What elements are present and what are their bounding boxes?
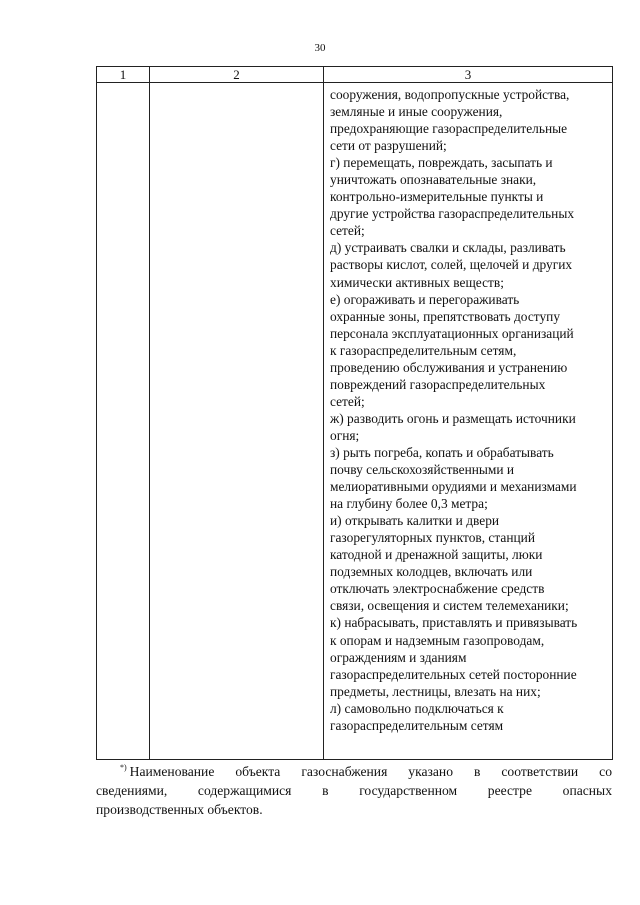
- column-1-header: 1: [97, 67, 150, 83]
- text-line: л) самовольно подключаться к: [330, 700, 504, 716]
- table-row: [97, 83, 613, 760]
- footnote: [96, 758, 612, 819]
- text-line: химически активных веществ;: [330, 274, 504, 290]
- text-line: подземных колодцев, включать или: [330, 564, 533, 580]
- text-line: охранные зоны, препятствовать доступу: [330, 308, 561, 324]
- text-line: катодной и дренажной защиты, люки: [330, 547, 543, 563]
- text-line: уничтожать опознавательные знаки,: [330, 172, 537, 188]
- text-line: сетей;: [330, 393, 365, 409]
- text-line: сетей;: [330, 223, 365, 239]
- text-line: и) открывать калитки и двери: [330, 513, 500, 529]
- footnote-line: [96, 758, 612, 781]
- text-line: огня;: [330, 427, 360, 443]
- text-line: газораспределительных сетей посторонние: [330, 666, 577, 682]
- text-line: другие устройства газораспределительных: [330, 206, 575, 222]
- text-line: газорегуляторных пунктов, станций: [330, 530, 536, 546]
- text-line: з) рыть погреба, копать и обрабатывать: [330, 444, 554, 460]
- footnote-marker: *): [120, 763, 127, 772]
- page-number: 30: [314, 42, 326, 54]
- text-line: к газораспределительным сетям,: [330, 342, 517, 358]
- text-line: мелиоративными орудиями и механизмами: [330, 479, 577, 495]
- document-table: [96, 66, 613, 760]
- footnote-text: Наименование объекта газоснабжения указано в соответствии со: [129, 764, 612, 779]
- text-line: ограждениям и зданиям: [330, 649, 467, 665]
- text-line: связи, освещения и систем телемеханики;: [330, 598, 569, 614]
- text-line: г) перемещать, повреждать, засыпать и: [330, 155, 553, 171]
- text-line: почву сельскохозяйственными и: [330, 462, 515, 478]
- text-line: к) набрасывать, приставлять и привязывать: [330, 615, 578, 631]
- text-line: на глубину более 0,3 метра;: [330, 496, 488, 512]
- text-line: газораспределительным сетям: [330, 717, 504, 733]
- text-line: ж) разводить огонь и размещать источники: [330, 410, 576, 426]
- text-line: д) устраивать свалки и склады, разливать: [330, 240, 566, 256]
- text-line: персонала эксплуатационных организаций: [330, 325, 574, 341]
- footnote-line: производственных объектов.: [96, 802, 263, 817]
- column-1-cell: [97, 83, 150, 760]
- text-line: сети от разрушений;: [330, 138, 447, 154]
- text-line: к опорам и надземным газопроводам,: [330, 632, 545, 648]
- column-2-header: 2: [150, 67, 324, 83]
- column-3-cell: [324, 83, 613, 760]
- text-line: земляные и иные сооружения,: [330, 104, 503, 120]
- text-line: предметы, лестницы, влезать на них;: [330, 683, 541, 699]
- text-line: сооружения, водопропускные устройства,: [330, 87, 570, 102]
- text-line: растворы кислот, солей, щелочей и других: [330, 257, 573, 273]
- text-line: повреждений газораспределительных: [330, 376, 546, 392]
- column-2-cell: [150, 83, 324, 760]
- table-header-row: [97, 67, 613, 83]
- text-line: е) огораживать и перегораживать: [330, 291, 520, 307]
- text-line: контрольно-измерительные пункты и: [330, 189, 544, 205]
- text-line: предохраняющие газораспределительные: [330, 121, 568, 137]
- text-line: проведению обслуживания и устранению: [330, 359, 568, 375]
- column-3-header: 3: [324, 67, 613, 83]
- column-3-text: [324, 83, 612, 734]
- text-line: отключать электроснабжение средств: [330, 581, 545, 597]
- footnote-line: сведениями, содержащимися в государственном реестре опасных: [96, 783, 612, 798]
